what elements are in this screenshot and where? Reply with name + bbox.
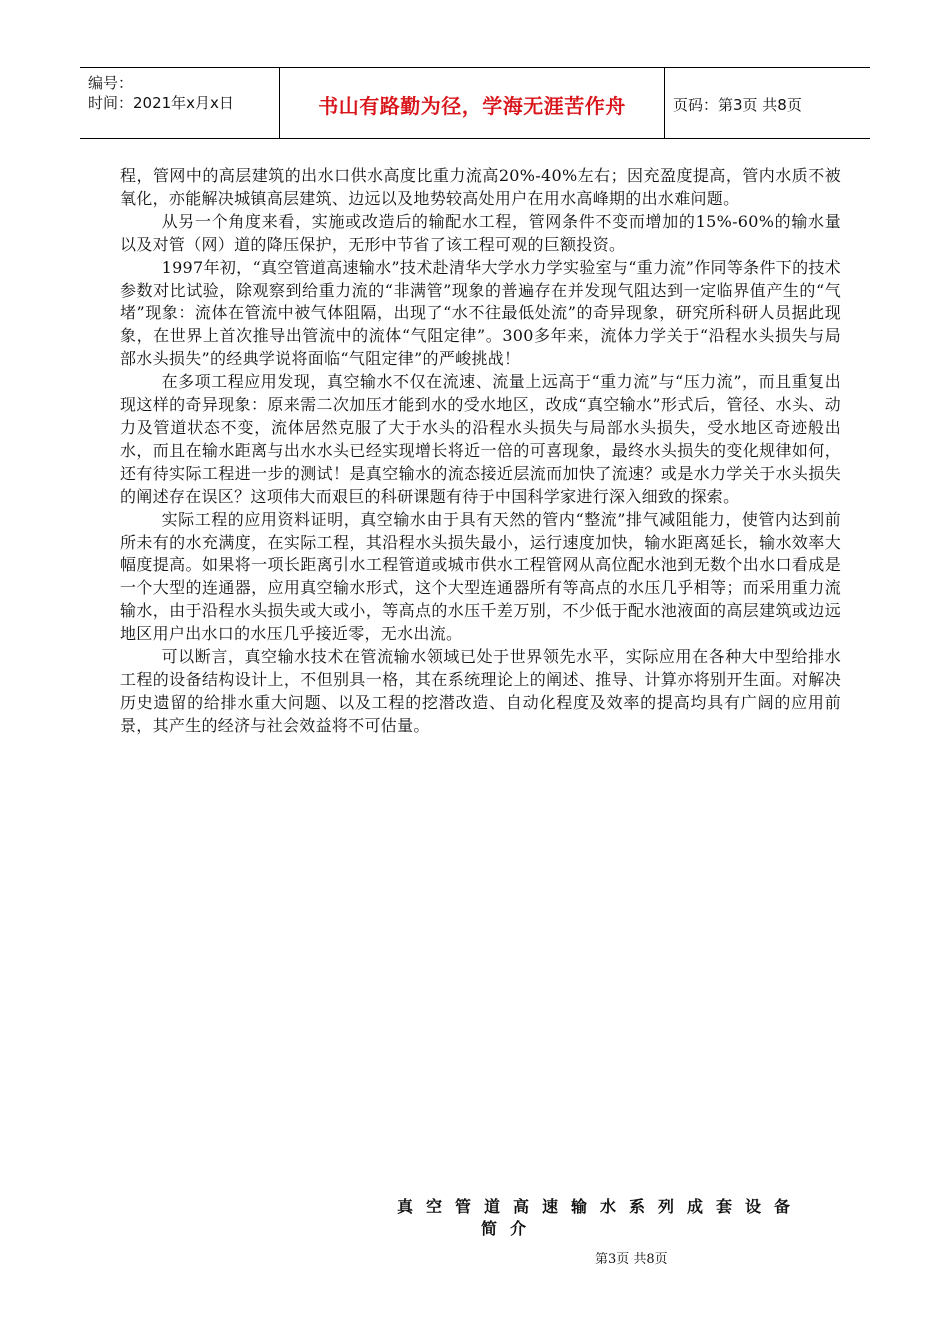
section-title-line: 简介 <box>480 1219 539 1238</box>
doc-date-label: 时间：2021年x月x日 <box>88 94 234 112</box>
header-motto-cell <box>280 68 665 138</box>
doc-number-label: 编号： <box>88 74 134 92</box>
paragraph: 可以断言，真空输水技术在管流输水领域已处于世界领先水平，实际应用在各种大中型给排水工程的设备结构设计上，不但别具一格，其在系统理论上的阐述、推导、计算亦将别开生面。对解决历史遗留的给排水重大问题、以及工程的挖潜改造、自动化程度及效率的提高均具有广阔的应用前景，其产生的经济与社会效益将不可估量。 <box>120 647 841 735</box>
header-motto: 书山有路勤为径，学海无涯苦作舟 <box>318 94 626 118</box>
header-page-info: 页码：第3页 共8页 <box>673 96 802 114</box>
header-page-cell <box>665 68 870 138</box>
header-meta <box>80 68 280 138</box>
section-title <box>390 1196 810 1240</box>
document-body <box>120 165 841 738</box>
paragraph: 在多项工程应用发现，真空输水不仅在流速、流量上远高于“重力流”与“压力流”，而且重复出现这样的奇异现象：原来需二次加压才能到水的受水地区，改成“真空输水”形式后，管径、水头、动力及管道状态不变，流体居然克服了大于水头的沿程水头损失与局部水头损失，受水地区奇迹般出水，而且在输水距离与出水水头已经实现增长将近一倍的可喜现象，最终水头损失的变化规律如何，还有待实际工程进一步的测试！是真空输水的流态接近层流而加快了流速？或是水力学关于水头损失的阐述存在误区？这项伟大而艰巨的科研课题有待于中国科学家进行深入细致的探索。 <box>120 372 841 506</box>
page-footer: 第3页 共8页 <box>595 1252 668 1267</box>
paragraph: 程，管网中的高层建筑的出水口供水高度比重力流高20%-40%左右；因充盈度提高，管内水质不被氧化，亦能解决城镇高层建筑、边远以及地势较高处用户在用水高峰期的出水难问题。 <box>120 166 841 208</box>
paragraph: 1997年初，“真空管道高速输水”技术赴清华大学水力学实验室与“重力流”作同等条件下的技术参数对比试验，除观察到给重力流的“非满管”现象的普遍存在并发现气阻达到一定临界值产生的“气堵”现象：流体在管流中被气体阻隔，出现了“水不往最低处流”的奇异现象，研究所科研人员据此现象，在世界上首次推导出管流中的流体“气阻定律”。300多年来，流体力学关于“沿程水头损失与局部水头损失”的经典学说将面临“气阻定律”的严峻挑战！ <box>120 257 841 369</box>
page-header <box>80 67 870 139</box>
paragraph: 实际工程的应用资料证明，真空输水由于具有天然的管内“整流”排气减阻能力，使管内达到前所未有的水充满度，在实际工程，其沿程水头损失最小，运行速度加快，输水距离延长，输水效率大幅度提高。如果将一项长距离引水工程管道或城市供水工程管网从高位配水池到无数个出水口看成是一个大型的连通器，应用真空输水形式，这个大型连通器所有等高点的水压几乎相等；而采用重力流输水，由于沿程水头损失或大或小，等高点的水压千差万别，不少低于配水池液面的高层建筑或边远地区用户出水口的水压几乎接近零，无水出流。 <box>120 509 841 644</box>
section-title-line: 真空管道高速输水系列成套设备 <box>396 1197 803 1216</box>
paragraph: 从另一个角度来看，实施或改造后的输配水工程，管网条件不变而增加的15%-60%的输水量以及对管（网）道的降压保护，无形中节省了该工程可观的巨额投资。 <box>120 211 841 254</box>
